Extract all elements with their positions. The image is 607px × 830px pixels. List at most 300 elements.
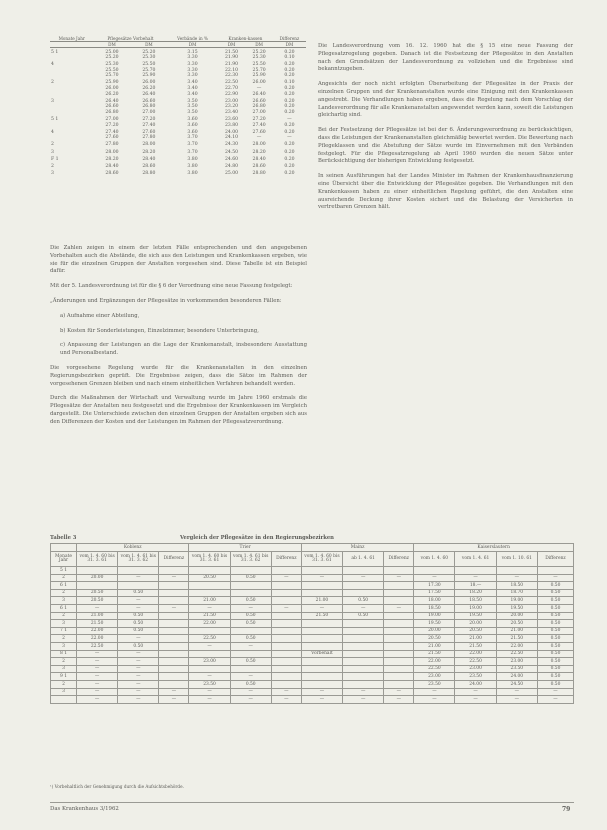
rates-cell: 24.30 — [224, 142, 239, 148]
comparison-cell: — — [159, 604, 189, 612]
comparison-row — [51, 597, 574, 605]
table-footnote: ¹) Vorbehaltlich der Genehmigung durch die Aufsichtsbehörde. — [50, 784, 184, 789]
table-caption-title: Vergleich der Pflegesätze in den Regierungsbezirken — [180, 535, 334, 541]
rates-cell: 27.20 — [142, 117, 156, 123]
comparison-cell: 2 — [51, 574, 77, 582]
rates-subheader-cell: DM — [245, 42, 273, 48]
rates-cell: 23.40 — [224, 109, 239, 115]
rates-cell: 26.40 — [105, 98, 119, 104]
comparison-cell: — — [189, 604, 230, 612]
rates-row — [50, 162, 306, 169]
comparison-cell: 23.00 — [189, 658, 230, 666]
comparison-cell — [159, 627, 189, 635]
comparison-cell: 22.00 — [189, 620, 230, 628]
comparison-cell: 18.— — [455, 582, 496, 590]
comparison-cell: — — [343, 604, 384, 612]
rates-cell: 26.00 — [252, 80, 266, 86]
page-number: 79 — [562, 806, 571, 813]
rates-cell: 22.50 — [224, 80, 239, 86]
rates-cell: 26.20 — [105, 91, 119, 97]
comparison-cell: 0.50 — [230, 635, 271, 643]
comparison-cell: Vorbehalt — [301, 650, 342, 658]
rates-cell: 28.60 — [142, 163, 156, 169]
comparison-subheader-cell: vom 1. 4. 60 bis 31. 3. 61 — [301, 552, 342, 567]
comparison-cell: 18.50 — [496, 582, 537, 590]
comparison-cell: — — [537, 574, 573, 582]
comparison-cell — [159, 680, 189, 688]
comparison-cell: — — [496, 574, 537, 582]
rates-cell: 0.20 — [284, 149, 295, 155]
comparison-cell — [230, 589, 271, 597]
comparison-cell: — — [77, 673, 118, 681]
top-left-table — [50, 36, 306, 176]
comparison-cell: 3 — [51, 642, 77, 650]
comparison-cell: 22.50 — [77, 642, 118, 650]
comparison-cell: 20.00 — [77, 574, 118, 582]
rates-cell: 27.00 — [252, 109, 266, 115]
right-paragraph: Die Landesverordnung vom 16. 12. 1960 hat die § 15 eine neue Fassung der Pflegesatzregelung gegeben. Danach ist die Festsetzung der Pflegesätze in den Anstalten nach den Grundsätzen der Landesverordnung zu vollziehen und die Ergebnisse sind bekanntzugeben. — [318, 43, 573, 73]
comparison-cell — [189, 627, 230, 635]
comparison-row — [51, 589, 574, 597]
rates-cell: 26.40 — [252, 91, 266, 97]
rates-cell: 24.10 — [224, 135, 239, 141]
comparison-cell — [343, 582, 384, 590]
comparison-cell — [271, 673, 301, 681]
comparison-cell: — — [230, 688, 271, 696]
comparison-cell — [271, 597, 301, 605]
comparison-cell: 21.00 — [77, 612, 118, 620]
comparison-cell: 22.50 — [189, 635, 230, 643]
comparison-cell: 0.50 — [537, 612, 573, 620]
rates-cell: 26.80 — [252, 104, 266, 110]
comparison-cell — [51, 696, 77, 704]
rates-cell: 0.20 — [284, 156, 295, 162]
comparison-cell — [271, 582, 301, 590]
comparison-cell — [271, 658, 301, 666]
comparison-cell: 0.50 — [537, 582, 573, 590]
rates-cell: 0.20 — [284, 62, 295, 68]
rates-cell: 0.20 — [284, 104, 295, 110]
comparison-cell: 0.50 — [118, 642, 159, 650]
footer-journal: Das Krankenhaus 3/1962 — [50, 806, 119, 812]
rates-cell: 0.20 — [284, 91, 295, 97]
left-paragraph: c) Anpassung der Leistungen an die Lage der Krankenanstalt, insbesondere Ausstattung und Personalbestand. — [60, 342, 307, 357]
comparison-cell: — — [414, 696, 455, 704]
comparison-cell: 20.50 — [77, 589, 118, 597]
comparison-cell: 0.50 — [230, 680, 271, 688]
rates-cell: 27.80 — [105, 142, 119, 148]
comparison-cell — [384, 582, 414, 590]
comparison-cell: — — [414, 574, 455, 582]
rates-cell: 28.00 — [252, 142, 266, 148]
comparison-cell: 6 1 — [51, 604, 77, 612]
comparison-cell — [301, 680, 342, 688]
rates-cell: 0.20 — [284, 122, 295, 128]
right-paragraph: Bei der Festsetzung der Pflegesätze ist bei der 6. Änderungsverordnung zu berücksichtigen, dass die Leistungen der Krankenanstalten gleichmäßig bewertet werden. Die Bewertung nach Pflegeklassen und die Abstufung der Sätze wurde im Einvernehmen mit den Verbänden festgelegt. Für die Pflegesatzregelung ab April 1960 wurden die neuen Sätze unter Berücksichtigung der bisherigen Entwicklung festgesetzt. — [318, 127, 573, 165]
right-text-column — [318, 43, 573, 219]
rates-cell: 27.00 — [142, 109, 156, 115]
comparison-cell — [159, 650, 189, 658]
comparison-cell: — — [159, 696, 189, 704]
comparison-cell: 2 — [51, 589, 77, 597]
comparison-cell — [159, 658, 189, 666]
left-paragraph: a) Aufnahme einer Abteilung, — [60, 312, 140, 319]
rates-subheader-cell: DM — [94, 42, 131, 48]
rates-cell: 27.60 — [105, 135, 119, 141]
comparison-cell: 22.00 — [77, 635, 118, 643]
right-paragraph: In seinen Ausführungen hat der Landes Minister im Rahmen der Krankenhausfinanzierung eine Übersicht über die Entwicklung der Pflegesätze gegeben. Die Verhandlungen mit den Krankenkassen haben zu einer einheitlichen Regelung geführt, die den Anstalten eine ausreichende Deckung ihrer Kosten sichert und die Belastung der Versicherten in vertretbaren Grenzen hält. — [318, 173, 573, 211]
comparison-cell: 21.50 — [496, 635, 537, 643]
rates-cell: 27.20 — [252, 117, 266, 123]
rates-cell: 3.70 — [187, 135, 198, 141]
rates-cell: 3.80 — [187, 156, 198, 162]
comparison-row — [51, 612, 574, 620]
comparison-cell: 0.50 — [537, 620, 573, 628]
comparison-cell: 23.00 — [455, 665, 496, 673]
rates-cell: 25.70 — [142, 67, 156, 73]
comparison-subheader-cell: vom 1. 4. 60 — [414, 552, 455, 567]
comparison-cell — [343, 589, 384, 597]
comparison-cell: 0.50 — [537, 658, 573, 666]
left-paragraph: Mit der 5. Landesverordnung ist für die § 6 der Verordnung eine neue Fassung festgelegt: — [50, 283, 293, 290]
rates-cell: 3.40 — [187, 80, 198, 86]
rates-cell: 3.60 — [187, 122, 198, 128]
rates-cell: 0.20 — [284, 142, 295, 148]
rates-cell: 3.40 — [187, 86, 198, 92]
rates-cell: 26.80 — [105, 109, 119, 115]
comparison-cell: 0.50 — [537, 604, 573, 612]
comparison-cell: 22.00 — [496, 642, 537, 650]
comparison-cell: 19.00 — [496, 597, 537, 605]
left-paragraph: Die vorgesehene Regelung wurde für die Krankenanstalten in den einzelnen Regierungsbezirken geprüft. Die Ergebnisse zeigen, dass die Sätze im Rahmen der vorgesehenen Grenzen bleiben und nach einem einheitlichen Verfahren behandelt werden. — [50, 364, 307, 387]
rates-cell: 4 — [51, 129, 54, 135]
rates-table — [50, 36, 306, 176]
rates-cell: 27.40 — [142, 122, 156, 128]
comparison-cell — [414, 567, 455, 575]
comparison-cell — [301, 658, 342, 666]
comparison-cell — [343, 680, 384, 688]
comparison-cell: — — [384, 696, 414, 704]
comparison-cell: — — [343, 574, 384, 582]
comparison-cell — [537, 567, 573, 575]
rates-cell: 22.10 — [224, 67, 239, 73]
comparison-cell — [159, 582, 189, 590]
rates-row — [50, 155, 306, 162]
group-header-blank — [51, 544, 77, 552]
rates-row — [50, 141, 306, 148]
rates-cell: 25.90 — [105, 80, 119, 86]
comparison-row — [51, 635, 574, 643]
rates-cell: 22.90 — [224, 91, 239, 97]
rates-cell: 25.70 — [105, 73, 119, 79]
comparison-row — [51, 688, 574, 696]
rates-cell: 27.20 — [105, 122, 119, 128]
comparison-cell: — — [537, 696, 573, 704]
comparison-subheader-cell: Monate Jahr — [51, 552, 77, 567]
comparison-cell: 24.00 — [496, 673, 537, 681]
comparison-cell — [271, 627, 301, 635]
table-caption-label: Tabelle 3 — [50, 535, 77, 541]
comparison-cell — [271, 612, 301, 620]
comparison-cell: — — [301, 696, 342, 704]
comparison-cell — [118, 567, 159, 575]
comparison-subheader-cell: vom 1. 4. 61 bis 31. 3. 62 — [118, 552, 159, 567]
rates-cell: 24.60 — [224, 156, 239, 162]
comparison-cell — [189, 567, 230, 575]
rates-cell: 26.60 — [142, 98, 156, 104]
comparison-cell: 21.50 — [189, 612, 230, 620]
rates-cell: 24.00 — [224, 129, 239, 135]
comparison-row — [51, 627, 574, 635]
comparison-cell: 7 1 — [51, 627, 77, 635]
rates-cell: 0.20 — [284, 98, 295, 104]
comparison-cell: 2 — [51, 658, 77, 666]
rates-cell: 28.60 — [252, 163, 266, 169]
comparison-cell — [301, 635, 342, 643]
rates-cell: 26.80 — [142, 104, 156, 110]
rates-cell: 27.60 — [252, 129, 266, 135]
rates-cell: 0.20 — [284, 109, 295, 115]
rates-header-cell: Verbände in % — [167, 36, 217, 42]
comparison-cell: — — [118, 665, 159, 673]
comparison-cell: — — [271, 604, 301, 612]
comparison-cell: — — [271, 696, 301, 704]
comparison-subheader-cell: vom 1. 4. 60 bis 31. 3. 61 — [77, 552, 118, 567]
comparison-cell: 0.50 — [118, 627, 159, 635]
rates-cell: 26.00 — [105, 86, 119, 92]
rates-cell: 28.20 — [142, 149, 156, 155]
comparison-cell: — — [118, 688, 159, 696]
comparison-cell — [384, 589, 414, 597]
comparison-cell: 24.00 — [455, 680, 496, 688]
rates-cell: 0.20 — [284, 163, 295, 169]
left-paragraph: b) Kosten für Sonderleistungen, Einzelzimmer, besondere Unterbringung, — [60, 327, 259, 334]
comparison-table-wrapper — [50, 543, 574, 704]
comparison-cell: 23.00 — [496, 658, 537, 666]
comparison-cell: — — [230, 642, 271, 650]
comparison-cell: 21.00 — [189, 597, 230, 605]
comparison-cell: 6 1 — [51, 582, 77, 590]
comparison-cell: 20.50 — [414, 635, 455, 643]
left-paragraph: Die Zahlen zeigen in einem der letzten Fälle entsprechenden und den angegebenen Vorbehalten auch die Abstände, die sich aus den Leistungen und Krankenkassen ergeben, wie sie für die einzelnen Gruppen der Anstalten vorgesehen sind. Diese Tabelle ist ein Beispiel dafür. — [50, 245, 307, 275]
comparison-cell — [384, 567, 414, 575]
rates-cell: 25.00 — [105, 49, 119, 55]
comparison-cell — [77, 582, 118, 590]
comparison-cell — [384, 597, 414, 605]
comparison-cell — [343, 620, 384, 628]
comparison-cell — [301, 673, 342, 681]
rates-cell: 26.00 — [142, 80, 156, 86]
comparison-subheader-cell: Differenz — [271, 552, 301, 567]
comparison-cell — [301, 589, 342, 597]
comparison-cell — [271, 620, 301, 628]
comparison-cell: — — [496, 696, 537, 704]
comparison-cell: 20.50 — [77, 597, 118, 605]
comparison-cell: 20.50 — [496, 620, 537, 628]
left-paragraph: „Änderungen und Ergänzungen der Pflegesätze in vorkommenden besonderen Fällen: — [50, 297, 282, 304]
comparison-cell: — — [537, 688, 573, 696]
rates-cell: 0.20 — [284, 170, 295, 176]
comparison-cell: 18.50 — [455, 597, 496, 605]
rates-cell: 27.60 — [142, 129, 156, 135]
comparison-cell — [343, 627, 384, 635]
rates-cell: 3 — [51, 149, 54, 155]
rates-row — [50, 116, 306, 123]
comparison-cell — [343, 567, 384, 575]
rates-cell: 21.90 — [224, 62, 239, 68]
comparison-cell: — — [118, 658, 159, 666]
rates-cell: 28.00 — [105, 149, 119, 155]
comparison-cell — [230, 627, 271, 635]
comparison-cell: 0.50 — [537, 673, 573, 681]
comparison-cell — [189, 665, 230, 673]
comparison-cell — [271, 680, 301, 688]
rates-cell: 3 — [51, 98, 54, 104]
comparison-cell: — — [118, 604, 159, 612]
comparison-row — [51, 574, 574, 582]
comparison-cell: 17.30 — [414, 582, 455, 590]
comparison-row — [51, 696, 574, 704]
rates-cell: 24.50 — [224, 149, 239, 155]
comparison-subheader-cell: vom 1. 4. 61 — [455, 552, 496, 567]
comparison-cell: — — [455, 696, 496, 704]
comparison-cell: — — [384, 604, 414, 612]
comparison-cell: — — [118, 673, 159, 681]
comparison-cell — [271, 589, 301, 597]
comparison-cell — [384, 680, 414, 688]
comparison-row — [51, 673, 574, 681]
comparison-cell: 22.50 — [414, 665, 455, 673]
comparison-cell — [343, 650, 384, 658]
comparison-cell: — — [455, 574, 496, 582]
rates-row — [50, 48, 306, 56]
rates-cell: 0.10 — [284, 80, 295, 86]
comparison-cell: 0.50 — [230, 597, 271, 605]
comparison-cell: 20.50 — [189, 574, 230, 582]
rates-cell: 3.50 — [187, 104, 198, 110]
comparison-cell: 2 — [51, 612, 77, 620]
comparison-cell — [384, 620, 414, 628]
rates-cell: 23.20 — [224, 104, 239, 110]
rates-cell: — — [287, 135, 292, 141]
rates-row — [50, 148, 306, 155]
comparison-cell: 0.50 — [118, 589, 159, 597]
comparison-cell: 0.50 — [537, 597, 573, 605]
rates-cell: 25.00 — [224, 170, 239, 176]
comparison-cell — [230, 567, 271, 575]
rates-cell: 4 — [51, 62, 54, 68]
rates-subheader-cell: DM — [273, 42, 306, 48]
comparison-cell: — — [159, 574, 189, 582]
rates-cell: 23.80 — [224, 122, 239, 128]
rates-header-cell: Kranken-kassen — [218, 36, 273, 42]
rates-row — [50, 79, 306, 86]
rates-cell: 3.70 — [187, 142, 198, 148]
rates-cell: 25.50 — [105, 67, 119, 73]
comparison-cell — [384, 627, 414, 635]
rates-cell: 26.20 — [142, 86, 156, 92]
comparison-cell — [384, 665, 414, 673]
rates-subheader-cell: DM — [130, 42, 167, 48]
rates-cell: 25.30 — [252, 55, 266, 61]
rates-cell: 3.30 — [187, 67, 198, 73]
comparison-cell: 0.50 — [230, 574, 271, 582]
rates-cell: 25.50 — [142, 62, 156, 68]
rates-cell: 2 — [51, 80, 54, 86]
comparison-cell — [159, 673, 189, 681]
rates-cell: 3.60 — [187, 117, 198, 123]
rates-cell: 21.90 — [224, 55, 239, 61]
rates-cell: 26.60 — [252, 98, 266, 104]
comparison-cell: 0.50 — [537, 650, 573, 658]
comparison-cell: — — [118, 650, 159, 658]
rates-subheader-cell: DM — [167, 42, 217, 48]
comparison-cell: 0.50 — [230, 620, 271, 628]
comparison-cell: 8 1 — [51, 650, 77, 658]
comparison-cell: 21.50 — [414, 650, 455, 658]
comparison-cell — [384, 673, 414, 681]
comparison-cell: 20.50 — [455, 627, 496, 635]
rates-subheader-cell: DM — [218, 42, 246, 48]
rates-cell: 25.50 — [252, 62, 266, 68]
comparison-cell — [455, 567, 496, 575]
rates-cell: 0.20 — [284, 129, 295, 135]
rates-cell: — — [256, 135, 262, 141]
left-paragraph: Durch die Maßnahmen der Wirtschaft und Verwaltung wurde im Jahre 1960 erstmals die Pflegesätze der Anstalten neu festgesetzt und die Ergebnisse der Krankenkassen im Vergleich dargestellt. Die Unterschiede zwischen den einzelnen Gruppen der Anstalten ergeben sich aus den Differenzen der Kosten und der Leistungen im Rahmen der Pflegesatzverordnung. — [50, 395, 307, 425]
rates-cell: F 1 — [51, 156, 59, 162]
comparison-cell: 22.50 — [496, 650, 537, 658]
rates-cell: 0.10 — [284, 55, 295, 61]
comparison-cell — [189, 650, 230, 658]
rates-cell: 22.30 — [224, 73, 239, 79]
comparison-cell: — — [118, 597, 159, 605]
comparison-subheader-cell: vom 1. 4. 61 bis 31. 3. 62 — [230, 552, 271, 567]
comparison-cell: 19.50 — [455, 612, 496, 620]
comparison-cell — [189, 582, 230, 590]
rates-cell: 28.80 — [142, 170, 156, 176]
comparison-cell: — — [189, 642, 230, 650]
comparison-cell — [159, 620, 189, 628]
rates-cell: 25.20 — [142, 49, 156, 55]
comparison-row — [51, 582, 574, 590]
comparison-cell — [271, 642, 301, 650]
rates-cell: 27.40 — [252, 122, 266, 128]
comparison-cell — [301, 665, 342, 673]
comparison-cell: 23.00 — [414, 673, 455, 681]
comparison-cell — [189, 589, 230, 597]
comparison-subheader-cell: vom 1. 10. 61 — [496, 552, 537, 567]
rates-cell: 27.00 — [105, 117, 119, 123]
comparison-row — [51, 620, 574, 628]
comparison-row — [51, 680, 574, 688]
rates-cell: 3.60 — [187, 129, 198, 135]
comparison-cell — [301, 642, 342, 650]
comparison-cell — [159, 642, 189, 650]
comparison-cell — [384, 658, 414, 666]
rates-row — [50, 97, 306, 104]
comparison-cell: 9 1 — [51, 673, 77, 681]
comparison-row — [51, 604, 574, 612]
comparison-cell: — — [496, 688, 537, 696]
comparison-cell: 3 — [51, 688, 77, 696]
comparison-cell: — — [384, 688, 414, 696]
comparison-cell: 21.50 — [301, 612, 342, 620]
rates-cell: 2 — [51, 163, 54, 169]
rates-cell: 28.40 — [252, 156, 266, 162]
rates-cell: 3 — [51, 170, 54, 176]
comparison-table-group-header — [51, 544, 574, 552]
comparison-cell — [159, 665, 189, 673]
